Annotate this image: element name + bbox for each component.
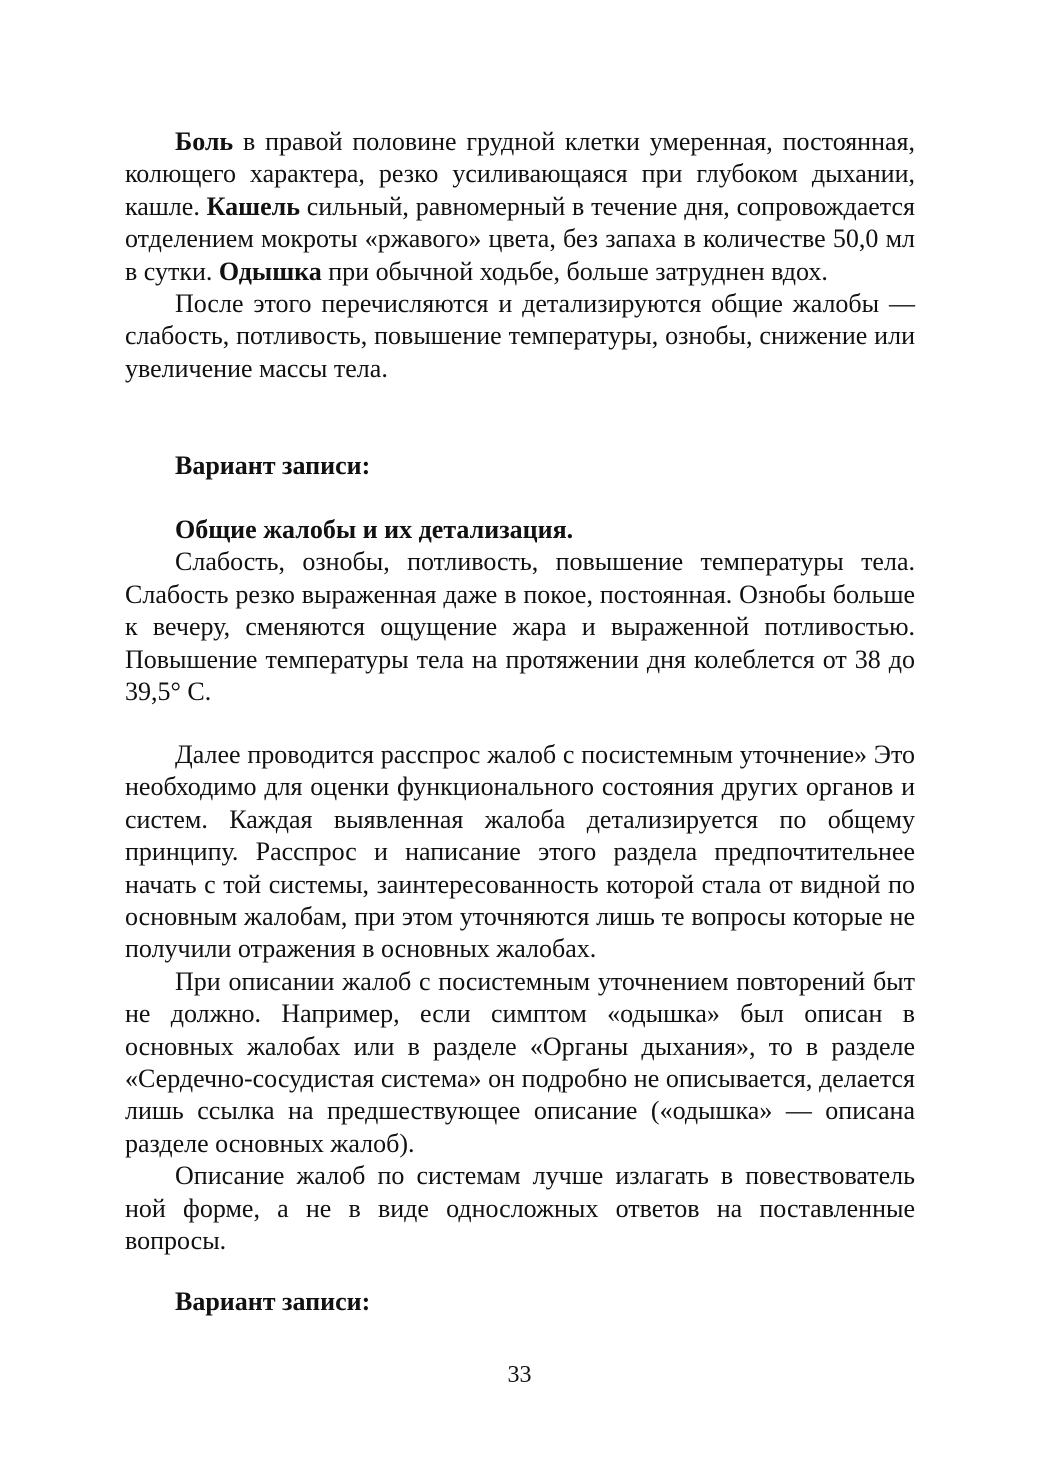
variant-heading-1: Вариант записи: [175,451,371,480]
systemic-paragraph-1: Далее проводится расспрос жалоб с посистемным уточнение» Это необходимо для оценки функционального состояния других органов и систем. Каждая выявленная жалоба детализируется по общему принципу. Расспрос и написание этого раздела предпочтительнее начать с той системы, заинтересованность которой стала от видной по основным жалобам, при этом уточняются лишь те вопросы которые не получили отражения в основных жалобах. [125,740,915,964]
systemic-section [125,739,915,1258]
systemic-paragraph-2: При описании жалоб с посистемным уточнением повторений быт не должно. Например, если симптом «одышка» был описан в основных жалобах или в разделе «Органы дыхания», то в разделе «Сердечно-сосудистая система» он подробно не описывается, делается лишь ссылка на предшествующее описание («одышка» — описана разделе основных жалоб). [125,966,915,1158]
pain-text: в правой половине грудной клетки умеренная, постоянная, колющего характера, резко усиливающаяся при глубоком дыхании, кашле. [125,127,915,221]
cough-label: Кашель [206,191,300,221]
main-complaints-paragraph [125,126,915,288]
dyspnea-label: Одышка [218,256,322,286]
general-complaints-heading: Общие жалобы и их детализация. [175,515,574,544]
page-number: 33 [507,1362,532,1388]
systemic-paragraph-3: Описание жалоб по системам лучше излагать в повествователь ной форме, а не в виде односложных ответов на поставленные вопросы. [125,1161,915,1256]
variant-heading-2: Вариант записи: [175,1287,371,1316]
general-complaints-intro: После этого перечисляются и детализируются общие жалобы — слабость, потливость, повышение температуры, ознобы, снижение или увеличение массы тела. [125,289,915,383]
cough-text: сильный, равномерный в течение дня, сопровождается отделением мокроты «ржавого» цвета, без запаха в количестве 50,0 мл в сутки. [125,191,915,286]
general-complaints-paragraph: Слабость, ознобы, потливость, повышение температуры тела. Слабость резко выраженная даже в покое, постоянная. Ознобы больше к вечеру, сменяются ощущение жара и выраженной потливостью. Повышение температуры тела на протяжении дня колеблется от 38 до 39,5° С. [125,547,915,707]
pain-label: Боль [175,127,234,156]
general-complaints-section [125,514,915,708]
dyspnea-text: при обычной ходьбе, больше затруднен вдох. [321,256,828,286]
complaints-section-top [125,126,915,385]
